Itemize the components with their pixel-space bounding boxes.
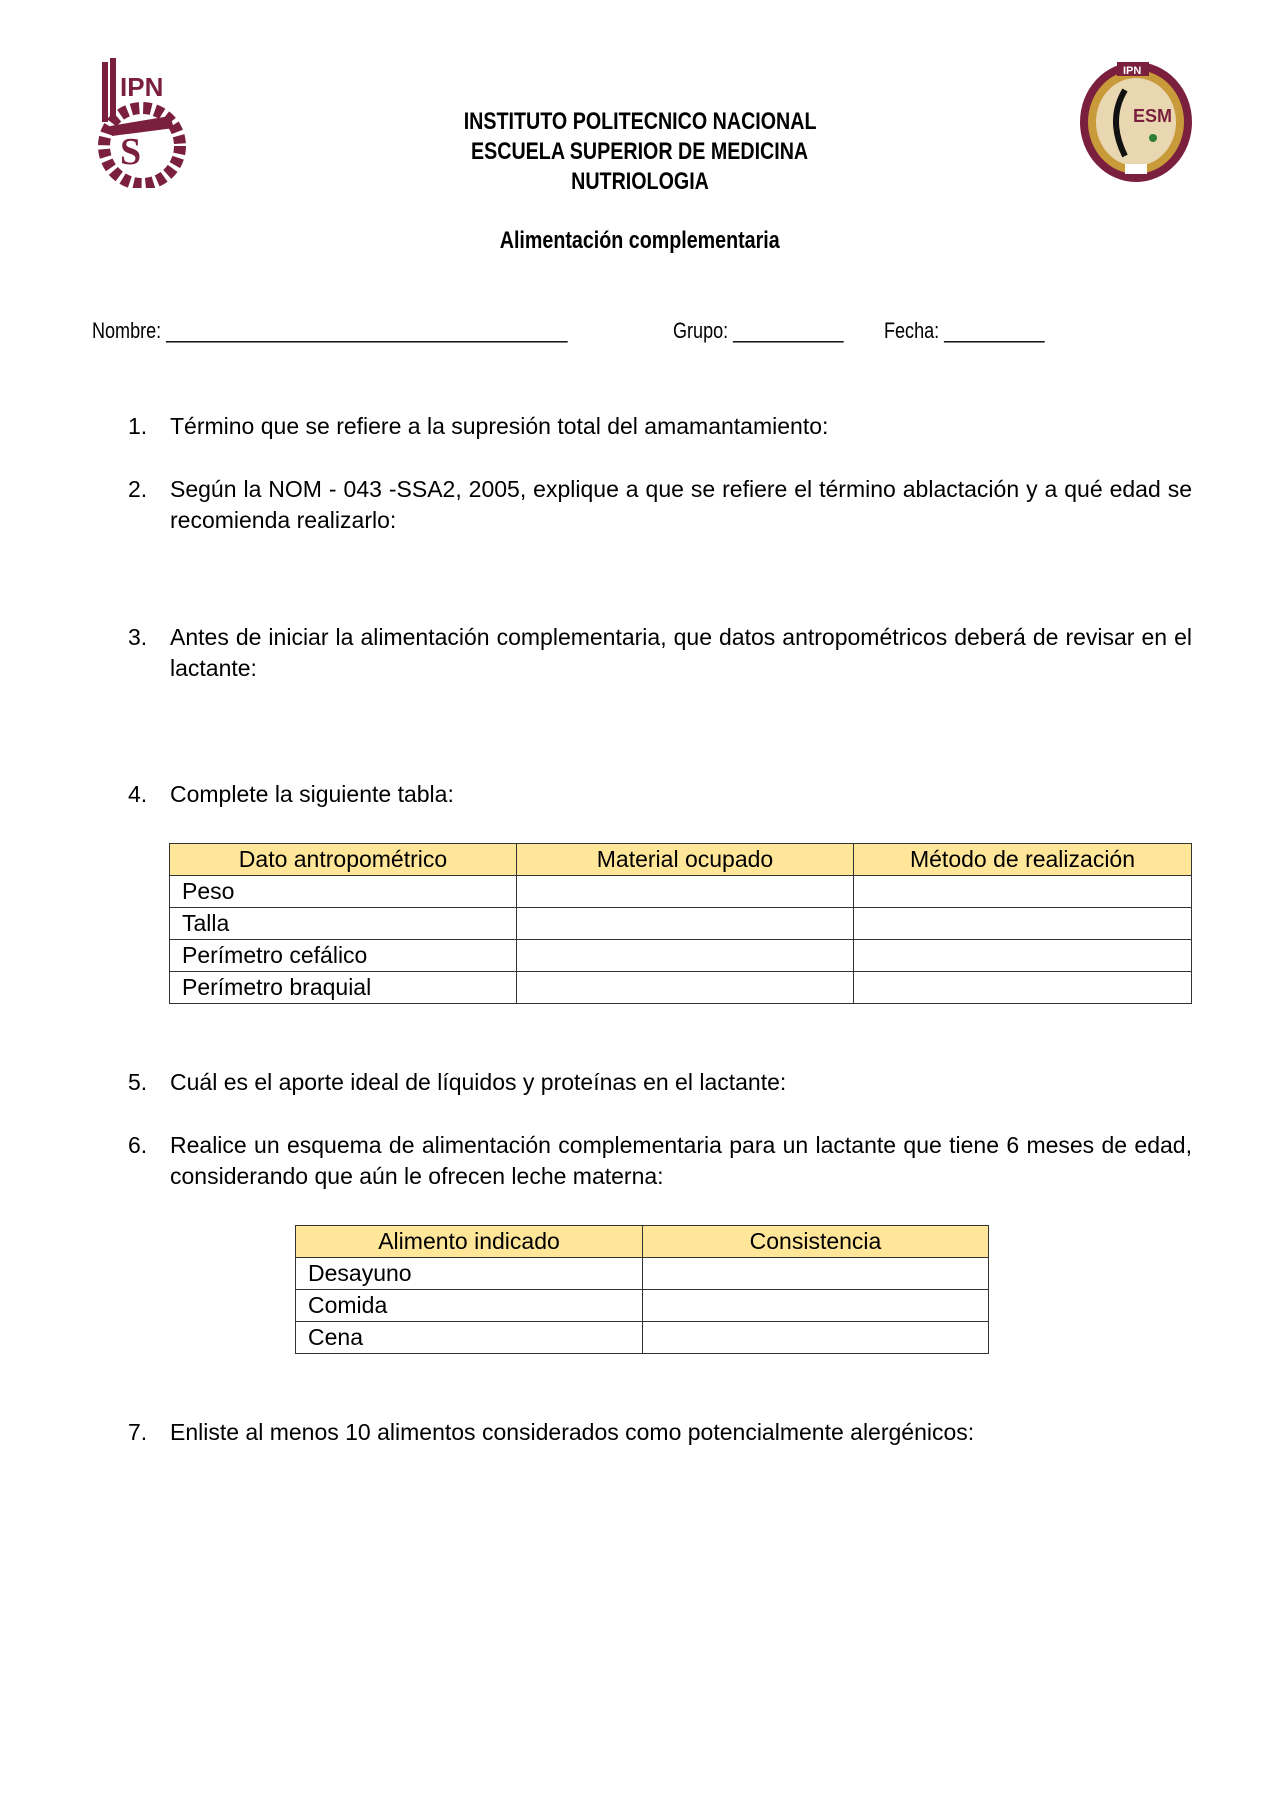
column-header: Dato antropométrico [170, 844, 517, 876]
question-5 [128, 1067, 1192, 1098]
question-text: Enliste al menos 10 alimentos considerados como potencialmente alergénicos: [170, 1419, 975, 1445]
feeding-scheme-table [295, 1225, 989, 1354]
grupo-container [673, 318, 881, 344]
question-text: Complete la siguiente tabla: [170, 781, 454, 807]
question-text: Cuál es el aporte ideal de líquidos y proteínas en el lactante: [170, 1069, 787, 1095]
student-info-line [92, 318, 672, 344]
question-number: 5. [128, 1069, 148, 1095]
question-number: 2. [128, 476, 148, 502]
nombre-field[interactable]: Nombre: ________________________________________ [92, 318, 568, 343]
question-number: 3. [128, 624, 148, 650]
table-header-row [296, 1226, 989, 1258]
question-number: 7. [128, 1419, 148, 1445]
answer-cell[interactable] [854, 876, 1192, 908]
question-text: Realice un esquema de alimentación complementaria para un lactante que tiene 6 meses de edad, considerando que aún le ofrecen leche materna: [170, 1132, 1192, 1189]
question-text: Según la NOM - 043 -SSA2, 2005, explique a que se refiere el término ablactación y a qué edad se recomienda realizarlo: [170, 476, 1192, 533]
question-number: 1. [128, 413, 148, 439]
svg-text:S: S [120, 131, 142, 173]
question-4 [128, 779, 1192, 810]
svg-text:ESM: ESM [1133, 106, 1173, 126]
answer-cell[interactable] [643, 1322, 989, 1354]
question-number: 6. [128, 1132, 148, 1158]
table-row [170, 940, 1192, 972]
answer-cell[interactable] [854, 940, 1192, 972]
answer-cell[interactable] [643, 1258, 989, 1290]
table-row [296, 1258, 989, 1290]
question-6 [128, 1130, 1192, 1192]
column-header: Consistencia [643, 1226, 989, 1258]
question-text: Término que se refiere a la supresión total del amamantamiento: [170, 413, 829, 439]
answer-cell[interactable] [517, 972, 854, 1004]
table-row [170, 972, 1192, 1004]
table-row [170, 908, 1192, 940]
answer-cell[interactable] [517, 876, 854, 908]
question-7 [128, 1417, 1192, 1448]
question-text: Antes de iniciar la alimentación complementaria, que datos antropométricos deberá de revisar en el lactante: [170, 624, 1192, 681]
answer-cell[interactable] [854, 908, 1192, 940]
fecha-field[interactable]: Fecha: __________ [884, 318, 1045, 343]
svg-text:IPN: IPN [1123, 65, 1142, 77]
row-label: Talla [170, 908, 517, 940]
row-label: Comida [296, 1290, 643, 1322]
fecha-container [884, 318, 1080, 344]
column-header: Método de realización [854, 844, 1192, 876]
row-label: Perímetro cefálico [170, 940, 517, 972]
answer-cell[interactable] [643, 1290, 989, 1322]
question-number: 4. [128, 781, 148, 807]
question-2 [128, 474, 1192, 536]
table-header-row [170, 844, 1192, 876]
department-name: NUTRIOLOGIA [571, 168, 709, 195]
row-label: Perímetro braquial [170, 972, 517, 1004]
document-title: Alimentación complementaria [500, 227, 780, 254]
row-label: Peso [170, 876, 517, 908]
svg-text:IPN: IPN [120, 72, 164, 102]
question-3 [128, 622, 1192, 684]
school-name: ESCUELA SUPERIOR DE MEDICINA [471, 138, 809, 165]
question-1 [128, 411, 1192, 442]
answer-cell[interactable] [517, 908, 854, 940]
grupo-field[interactable]: Grupo: ___________ [673, 318, 844, 343]
column-header: Alimento indicado [296, 1226, 643, 1258]
row-label: Desayuno [296, 1258, 643, 1290]
column-header: Material ocupado [517, 844, 854, 876]
row-label: Cena [296, 1322, 643, 1354]
table-row [296, 1290, 989, 1322]
table-row [296, 1322, 989, 1354]
table-row [170, 876, 1192, 908]
answer-cell[interactable] [854, 972, 1192, 1004]
anthropometric-table [169, 843, 1192, 1004]
institution-name: INSTITUTO POLITECNICO NACIONAL [463, 108, 817, 135]
answer-cell[interactable] [517, 940, 854, 972]
